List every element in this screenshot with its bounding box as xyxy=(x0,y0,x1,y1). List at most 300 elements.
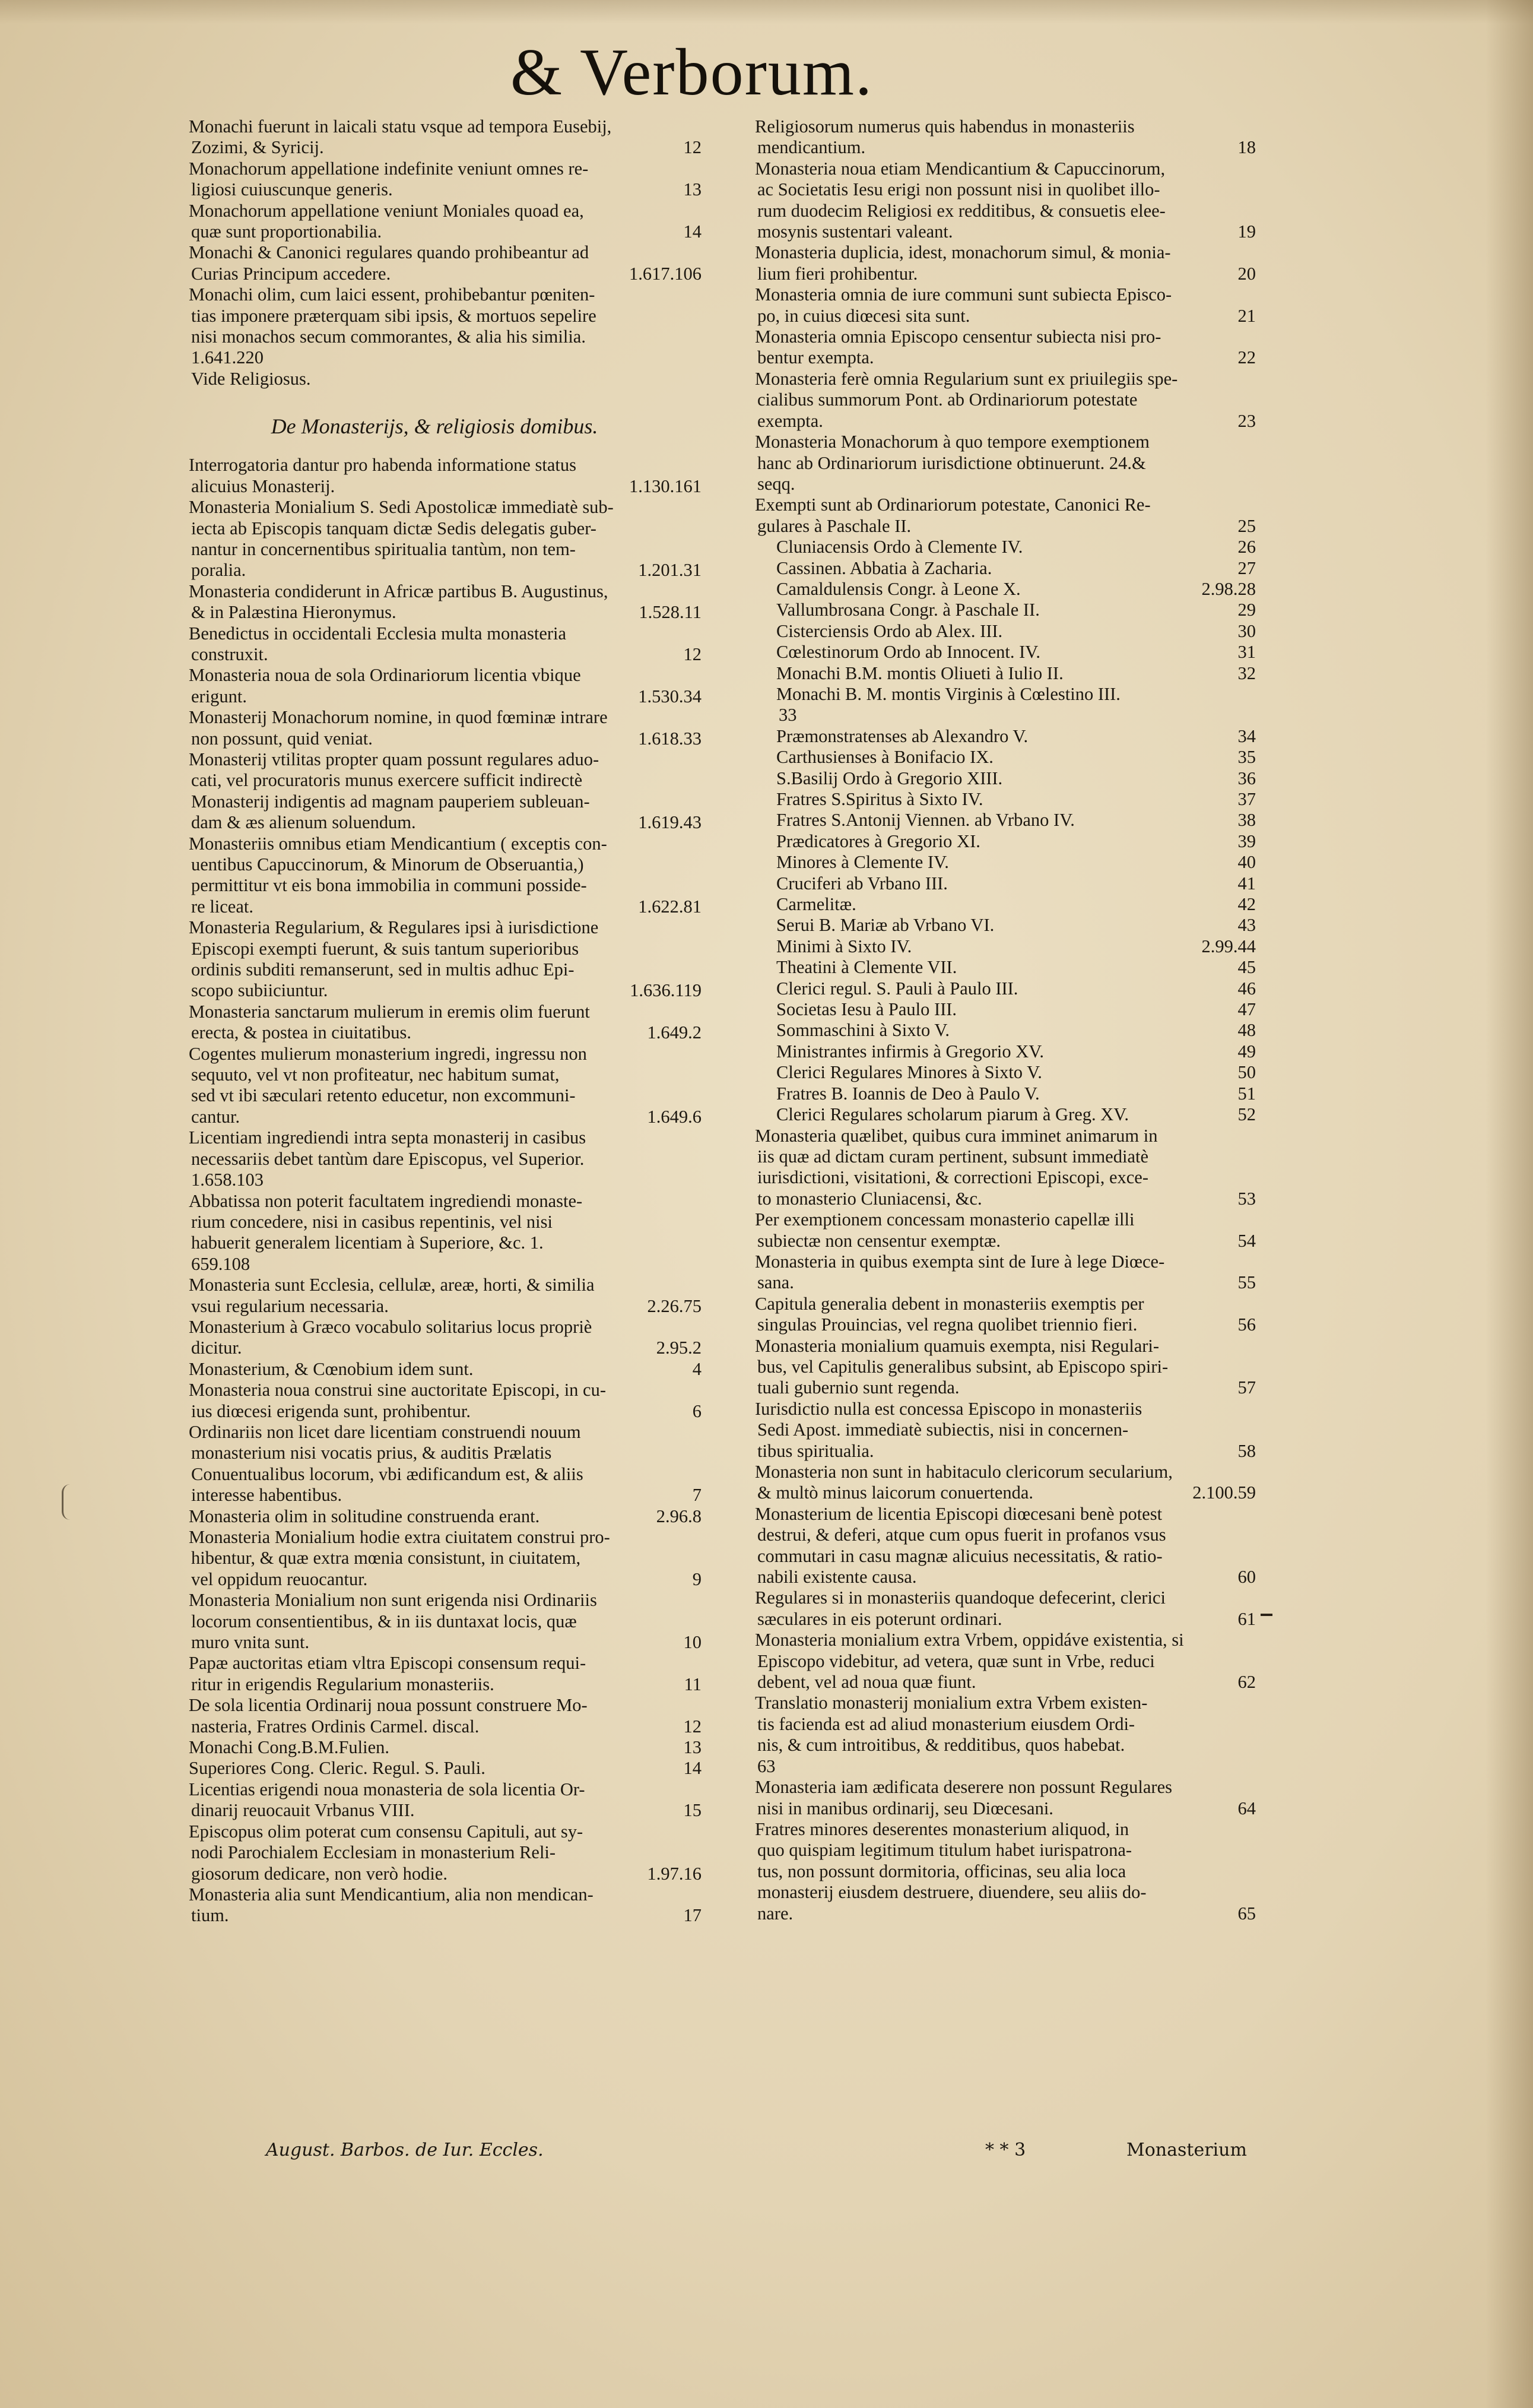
entry-line xyxy=(167,159,702,179)
index-entry xyxy=(734,873,1256,894)
entry-line xyxy=(734,768,1256,789)
entry-line xyxy=(167,1864,702,1884)
page-reference: 12 xyxy=(683,1716,702,1737)
entry-line xyxy=(167,623,702,644)
page-reference: 21 xyxy=(1237,305,1256,326)
page-reference: 32 xyxy=(1237,663,1256,683)
page-reference: 1.201.31 xyxy=(638,560,702,581)
entry-line xyxy=(734,1714,1256,1735)
entry-text: nis, & cum introitibus, & redditibus, quos habebat. xyxy=(757,1735,1125,1756)
entry-text: quo quispiam legitimum titulum habet iurispatrona- xyxy=(757,1840,1132,1861)
entry-line xyxy=(734,1882,1256,1903)
entry-text: permittitur vt eis bona immobilia in communi possidе- xyxy=(191,875,587,896)
entry-text: commutari in casu magnæ alicuius necessitatis, & ratio- xyxy=(757,1545,1163,1566)
entry-line xyxy=(167,1064,702,1085)
entry-line xyxy=(734,264,1256,284)
entry-line xyxy=(734,684,1256,705)
entry-line xyxy=(167,1737,702,1758)
entry-line xyxy=(734,558,1256,579)
index-entry xyxy=(734,1819,1256,1924)
entry-text: gulares à Paschale II. xyxy=(757,515,912,536)
entry-line xyxy=(734,1903,1256,1924)
entry-line xyxy=(734,516,1256,537)
entry-text: Monasterij Monachorum nomine, in quod fœminæ intrare xyxy=(189,707,608,728)
entry-text: sana. xyxy=(757,1272,794,1293)
page-reference: 30 xyxy=(1237,620,1256,641)
entry-line xyxy=(167,980,702,1001)
entry-line xyxy=(734,1083,1256,1104)
entry-text: cantur. xyxy=(191,1106,240,1127)
entry-text: Translatio monasterij monialium extra Vrbem existen- xyxy=(755,1693,1148,1713)
entry-line xyxy=(734,1840,1256,1861)
entry-line xyxy=(734,369,1256,389)
page-reference: 53 xyxy=(1237,1188,1256,1209)
entry-text: Zozimi, & Syricij. xyxy=(191,137,324,158)
page-reference: 40 xyxy=(1237,852,1256,873)
entry-text: Fratres S.Spiritus à Sixto IV. xyxy=(776,789,983,809)
index-entry xyxy=(734,1336,1256,1399)
entry-line xyxy=(167,1716,702,1737)
entry-text: Religiosorum numerus quis habendus in monasteriis xyxy=(755,116,1135,137)
entry-text: Monachi Cong.B.M.Fulien. xyxy=(189,1737,390,1758)
entry-line xyxy=(167,834,702,854)
entry-text: erigunt. xyxy=(191,686,247,706)
page-reference: 1.636.119 xyxy=(630,980,702,1001)
entry-text: Monachorum appellatione veniunt Moniales quoad ea, xyxy=(189,200,584,221)
index-entry xyxy=(167,1653,702,1695)
entry-text: Cisterciensis Ordo ab Alex. III. xyxy=(776,620,1003,641)
entry-text: Interrogatoria dantur pro habenda informatione status xyxy=(189,455,576,476)
page-reference: 55 xyxy=(1237,1272,1256,1293)
index-entry xyxy=(734,1294,1256,1336)
index-entry xyxy=(734,642,1256,663)
entry-line xyxy=(167,812,702,833)
entry-text: Episcopi exempti fuerunt, & suis tantum superioribus xyxy=(191,938,579,959)
index-entry xyxy=(167,1821,702,1884)
entry-line xyxy=(167,1002,702,1022)
entry-text: Conuentualibus locorum, vbi ædificandum est, & aliis xyxy=(191,1463,583,1484)
entry-text: mendicantium. xyxy=(757,137,866,158)
entry-text: Monasteria Monachorum à quo tempore exemptionem xyxy=(755,432,1150,452)
entry-text: Monasteria sunt Ecclesia, cellulæ, areæ, horti, & similia xyxy=(189,1275,595,1295)
entry-text: scopo subiiciuntur. xyxy=(191,980,328,1001)
entry-line xyxy=(167,1401,702,1422)
entry-line xyxy=(734,1798,1256,1819)
entry-line xyxy=(167,1296,702,1317)
entry-text: Monachorum appellatione indefinite veniunt omnes re- xyxy=(189,158,589,179)
page-reference: 2.100.59 xyxy=(1192,1482,1256,1503)
page-reference: 56 xyxy=(1237,1314,1256,1335)
index-entry xyxy=(734,1020,1256,1041)
entry-line xyxy=(167,1232,702,1253)
entry-line xyxy=(734,1525,1256,1545)
entry-line xyxy=(734,1672,1256,1693)
entry-text: Cassinen. Abbatia à Zacharia. xyxy=(776,557,992,578)
page-reference: 2.96.8 xyxy=(656,1506,702,1526)
entry-text: Clerici Regulares Minores à Sixto V. xyxy=(776,1062,1042,1083)
entry-line xyxy=(734,1462,1256,1482)
page-reference: 1.619.43 xyxy=(638,812,702,833)
section-heading: De Monasterijs, & religiosis domibus. xyxy=(271,414,598,439)
index-entry xyxy=(734,327,1256,369)
entry-line xyxy=(167,1380,702,1401)
entry-text: Abbatissa non poterit facultatem ingrediendi monaste- xyxy=(189,1190,583,1211)
entry-text: iurisdictioni, visitationi, & correctioni Episcopi, exce- xyxy=(757,1167,1148,1188)
entry-line xyxy=(734,747,1256,768)
index-entry xyxy=(734,852,1256,873)
index-entry xyxy=(167,497,702,581)
index-entry xyxy=(167,1002,702,1044)
entry-text: Monasteria omnia de iure communi sunt subiecta Episco- xyxy=(755,284,1172,305)
index-entry xyxy=(734,915,1256,936)
entry-text: De sola licentia Ordinarij noua possunt construere Mo- xyxy=(189,1695,588,1716)
entry-line xyxy=(167,1779,702,1800)
index-entry xyxy=(167,917,702,1002)
entry-line xyxy=(167,1758,702,1779)
entry-text: Minimi à Sixto IV. xyxy=(776,936,912,956)
entry-text: lium fieri prohibentur. xyxy=(757,263,918,284)
page-reference: 22 xyxy=(1237,347,1256,368)
entry-line xyxy=(734,978,1256,999)
entry-line xyxy=(167,728,702,749)
index-column-right xyxy=(734,116,1256,2159)
entry-text: Benedictus in occidentali Ecclesia multa monasteria xyxy=(189,623,567,644)
page-reference: 51 xyxy=(1237,1083,1256,1104)
index-entry xyxy=(734,432,1256,495)
entry-line xyxy=(167,1359,702,1380)
page-reference: 12 xyxy=(683,644,702,664)
entry-line xyxy=(167,939,702,959)
index-entry xyxy=(734,1777,1256,1819)
entry-text: S.Basilij Ordo à Gregorio XIII. xyxy=(776,768,1003,788)
entry-text: ligiosi cuiuscunque generis. xyxy=(191,179,393,200)
index-entry xyxy=(734,1126,1256,1210)
entry-text: dicitur. xyxy=(191,1338,242,1358)
entry-line xyxy=(734,621,1256,642)
entry-line xyxy=(167,306,702,327)
page-reference: 2.98.28 xyxy=(1201,578,1256,599)
entry-line xyxy=(734,1189,1256,1209)
index-entry xyxy=(734,726,1256,747)
index-column-left xyxy=(167,116,702,2159)
entry-text: seqq. xyxy=(757,473,795,494)
entry-text: Vallumbrosana Congr. à Paschale II. xyxy=(776,600,1040,620)
entry-text: 63 xyxy=(757,1756,776,1776)
entry-line xyxy=(734,453,1256,474)
entry-line xyxy=(734,201,1256,221)
entry-line xyxy=(167,1107,702,1127)
entry-line xyxy=(734,1693,1256,1713)
entry-text: Monasteria non sunt in habitaculo clericorum secularium, xyxy=(755,1462,1173,1482)
entry-line xyxy=(734,852,1256,873)
entry-text: Iurisdictio nulla est concessa Episcopo in monasteriis xyxy=(755,1398,1142,1419)
page-reference: 36 xyxy=(1237,768,1256,788)
entry-text: sed vt ibi sæculari retento educetur, non excommuni- xyxy=(191,1085,576,1106)
index-entry xyxy=(734,369,1256,432)
entry-line xyxy=(734,1420,1256,1440)
entry-line xyxy=(167,917,702,938)
entry-line xyxy=(734,726,1256,747)
entry-text: vsui regularium necessaria. xyxy=(191,1295,389,1316)
entry-line xyxy=(167,854,702,875)
entry-line xyxy=(734,705,1256,725)
page-reference: 39 xyxy=(1237,831,1256,851)
entry-text: Regulares si in monasteriis quandoque defecerint, clerici xyxy=(755,1588,1166,1608)
index-entry xyxy=(734,621,1256,642)
entry-line xyxy=(167,896,702,917)
entry-line xyxy=(167,791,702,812)
page-reference: 49 xyxy=(1237,1041,1256,1062)
page-edge-shadow-top xyxy=(0,0,1533,24)
entry-line xyxy=(734,1336,1256,1357)
entry-line xyxy=(167,1548,702,1569)
page-reference: 13 xyxy=(683,1737,702,1758)
entry-line xyxy=(734,831,1256,852)
entry-text: Cœlestinorum Ordo ab Innocent. IV. xyxy=(776,642,1041,663)
entry-text: giosorum dedicare, non verò hodie. xyxy=(191,1863,447,1884)
entry-line xyxy=(734,1399,1256,1420)
entry-text: ritur in erigendis Regularium monasteriis. xyxy=(191,1674,494,1694)
page-reference: 46 xyxy=(1237,978,1256,999)
entry-line xyxy=(167,327,702,347)
entry-text: Monachi B. M. montis Virginis à Cœlestino III. xyxy=(776,683,1121,704)
entry-text: Monasteria ferè omnia Regularium sunt ex priuilegiis spe- xyxy=(755,368,1178,389)
entry-text: tium. xyxy=(191,1905,229,1926)
entry-text: locorum consentientibus, & in iis duntaxat locis, quæ xyxy=(191,1611,577,1631)
entry-line xyxy=(167,201,702,221)
index-entry xyxy=(167,201,702,243)
index-entry xyxy=(734,1209,1256,1251)
entry-text: rium concedere, nisi in casibus repentinis, vel nisi xyxy=(191,1211,553,1232)
entry-text: tus, non possunt dormitoria, officinas, seu alia loca xyxy=(757,1861,1126,1881)
entry-line xyxy=(167,242,702,263)
page-reference: 1.649.2 xyxy=(647,1022,702,1043)
entry-line xyxy=(734,306,1256,327)
entry-line xyxy=(167,749,702,770)
entry-text: Monasteria noua construi sine auctoritate Episcopi, in cu- xyxy=(189,1380,606,1401)
page-reference: 43 xyxy=(1237,915,1256,936)
entry-line xyxy=(734,1062,1256,1083)
entry-line xyxy=(734,1251,1256,1272)
index-entry xyxy=(734,789,1256,810)
entry-text: 1.658.103 xyxy=(191,1170,264,1190)
cross-reference: Vide Religiosus. xyxy=(191,368,311,389)
entry-text: nasteria, Fratres Ordinis Carmel. discal. xyxy=(191,1716,480,1737)
entry-text: cati, vel procuratoris munus exercere sufficit indirectè xyxy=(191,770,583,791)
index-entry xyxy=(734,1693,1256,1777)
entry-text: muro vnita sunt. xyxy=(191,1632,310,1653)
entry-line xyxy=(167,560,702,581)
entry-text: Fratres S.Antonij Viennen. ab Vrbano IV. xyxy=(776,810,1075,831)
index-entry xyxy=(734,684,1256,726)
entry-text: Episcopus olim poterat cum consensu Capituli, aut sy- xyxy=(189,1821,583,1842)
entry-text: nodi Parochialem Ecclesiam in monasterium Reli- xyxy=(191,1842,556,1863)
entry-line xyxy=(734,1146,1256,1167)
entry-text: Societas Iesu à Paulo III. xyxy=(776,999,957,1020)
entry-text: 33 xyxy=(779,705,797,725)
entry-line xyxy=(734,1546,1256,1567)
entry-text: nisi monachos secum commorantes, & alia his similia. xyxy=(191,327,586,347)
entry-text: erecta, & postea in ciuitatibus. xyxy=(191,1022,411,1043)
entry-line xyxy=(167,455,702,476)
entry-text: tibus spiritualia. xyxy=(757,1440,874,1461)
entry-text: po, in cuius diœcesi sita sunt. xyxy=(757,305,970,326)
entry-text: Monasteriis omnibus etiam Mendicantium ( exceptis con- xyxy=(189,833,607,854)
page-edge-shadow-right xyxy=(1486,0,1533,2408)
entry-line xyxy=(734,999,1256,1020)
entry-text: Monasterium de licentia Episcopi diœcesani benè potest xyxy=(755,1503,1163,1524)
page-reference: 11 xyxy=(684,1674,702,1694)
entry-text: tias imponere præterquam sibi ipsis, & mortuos sepelire xyxy=(191,305,596,326)
index-entry xyxy=(734,579,1256,600)
index-entry xyxy=(734,558,1256,579)
entry-line xyxy=(734,1209,1256,1230)
entry-line xyxy=(167,1695,702,1716)
page-reference: 1.97.16 xyxy=(647,1863,702,1884)
page-reference: 19 xyxy=(1237,221,1256,242)
page-reference: 13 xyxy=(683,179,702,200)
index-entry xyxy=(734,495,1256,537)
entry-text: Papæ auctoritas etiam vltra Episcopi consensum requi- xyxy=(189,1653,586,1674)
entry-line xyxy=(734,1567,1256,1588)
entry-text: Licentiam ingrediendi intra septa monasterij in casibus xyxy=(189,1127,586,1148)
entry-line xyxy=(734,1504,1256,1525)
index-entry xyxy=(167,581,702,623)
page-reference: 1.622.81 xyxy=(638,896,702,917)
entry-text: Monasteria alia sunt Mendicantium, alia non mendican- xyxy=(189,1884,593,1905)
entry-text: mosynis sustentari valeant. xyxy=(757,221,953,242)
index-entry xyxy=(167,1737,702,1758)
entry-text: 659.108 xyxy=(191,1253,250,1274)
index-entry xyxy=(167,1506,702,1527)
entry-line xyxy=(734,159,1256,179)
entry-line xyxy=(167,1317,702,1338)
page-reference: 18 xyxy=(1237,137,1256,158)
entry-line xyxy=(167,1338,702,1358)
entry-line xyxy=(734,1357,1256,1377)
entry-line xyxy=(167,284,702,305)
entry-text: Præmonstratenses ab Alexandro V. xyxy=(776,725,1029,746)
entry-line xyxy=(734,347,1256,368)
entry-line xyxy=(167,1905,702,1926)
entry-line xyxy=(734,1482,1256,1503)
entry-text: cialibus summorum Pont. ab Ordinariorum potestate xyxy=(757,389,1138,410)
entry-line xyxy=(734,495,1256,515)
index-entry xyxy=(734,1504,1256,1588)
index-entry xyxy=(167,1380,702,1422)
entry-line xyxy=(734,789,1256,810)
index-entry xyxy=(734,284,1256,327)
entry-text: Fratres B. Ioannis de Deo à Paulo V. xyxy=(776,1083,1040,1104)
entry-text: tis facienda est ad aliud monasterium eiusdem Ordi- xyxy=(757,1713,1135,1734)
entry-line xyxy=(167,539,702,560)
index-entry xyxy=(167,1422,702,1506)
page-reference: 2.26.75 xyxy=(647,1295,702,1316)
entry-text: destrui, & deferi, atque cum opus fuerit in profanos vsus xyxy=(757,1525,1166,1545)
entry-text: Exempti sunt ab Ordinariorum potestate, Canonici Re- xyxy=(755,495,1151,515)
page-reference: 60 xyxy=(1237,1567,1256,1588)
entry-text: Episcopo videbitur, ad vetera, quæ sunt in Vrbe, reduci xyxy=(757,1650,1155,1671)
page-reference: 25 xyxy=(1237,515,1256,536)
page-reference: 1.530.34 xyxy=(638,686,702,706)
margin-dash-mark xyxy=(1261,1614,1272,1616)
entry-text: bus, vel Capitulis generalibus subsint, ab Episcopo spiri- xyxy=(757,1356,1169,1377)
entry-text: Clerici Regulares scholarum piarum à Greg. XV. xyxy=(776,1104,1129,1125)
entry-line xyxy=(734,663,1256,684)
entry-text: Monasterium à Græco vocabulo solitarius locus propriè xyxy=(189,1316,592,1337)
entry-text: iecta ab Episcopis tanquam dictæ Sedis delegatis guber- xyxy=(191,518,596,538)
index-entry xyxy=(167,455,702,497)
entry-line xyxy=(167,347,702,368)
index-entry xyxy=(167,1359,702,1380)
entry-line xyxy=(167,1632,702,1653)
entry-line xyxy=(167,1170,702,1190)
page-reference: 27 xyxy=(1237,557,1256,578)
entry-text: Sedi Apost. immediatè subiectis, nisi in concernen- xyxy=(757,1420,1129,1440)
entry-line xyxy=(734,1651,1256,1672)
entry-line xyxy=(734,894,1256,915)
entry-line xyxy=(734,284,1256,305)
entry-line xyxy=(734,1777,1256,1798)
index-entry xyxy=(167,707,702,749)
entry-text: rum duodecim Religiosi ex redditibus, & consuetis elee- xyxy=(757,200,1166,221)
page-reference: 29 xyxy=(1237,600,1256,620)
entry-line xyxy=(734,1294,1256,1314)
entry-line xyxy=(734,810,1256,831)
index-entry xyxy=(734,957,1256,978)
page-reference: 38 xyxy=(1237,810,1256,831)
page-reference: 15 xyxy=(683,1800,702,1821)
entry-line xyxy=(734,915,1256,936)
entry-line xyxy=(734,1041,1256,1062)
entry-text: ius diœcesi erigenda sunt, prohibentur. xyxy=(191,1401,471,1421)
entry-text: Fratres minores deserentes monasterium aliquod, in xyxy=(755,1818,1129,1839)
entry-text: ordinis subditi remanserunt, sed in multis adhuc Epi- xyxy=(191,959,575,980)
entry-text: Monachi olim, cum laici essent, prohibebantur pœniten- xyxy=(189,284,595,305)
index-entry xyxy=(167,623,702,666)
entry-line xyxy=(167,1149,702,1170)
entry-text: Sommaschini à Sixto V. xyxy=(776,1020,950,1041)
entry-text: Cruciferi ab Vrbano III. xyxy=(776,873,948,894)
page-reference: 50 xyxy=(1237,1062,1256,1083)
entry-text: interesse habentibus. xyxy=(191,1485,342,1506)
entry-line xyxy=(167,665,702,686)
page-reference: 1.618.33 xyxy=(638,728,702,749)
entry-line xyxy=(167,476,702,497)
page-reference: 47 xyxy=(1237,999,1256,1020)
entry-text: Clerici regul. S. Pauli à Paulo III. xyxy=(776,978,1018,999)
signature-mark: * * 3 xyxy=(985,2140,1026,2160)
page-reference: 31 xyxy=(1237,642,1256,663)
entry-text: Carmelitæ. xyxy=(776,894,856,915)
index-entry xyxy=(167,284,702,369)
entry-text: necessariis debet tantùm dare Episcopus, vel Superior. xyxy=(191,1148,585,1169)
entry-text: 1.641.220 xyxy=(191,347,264,368)
index-entry xyxy=(734,600,1256,620)
entry-text: to monasterio Cluniacensi, &c. xyxy=(757,1188,982,1209)
entry-line xyxy=(167,518,702,539)
entry-text: exempta. xyxy=(757,410,823,431)
entry-line xyxy=(167,686,702,707)
entry-text: sæculares in eis poterunt ordinari. xyxy=(757,1608,1002,1629)
entry-text: poralia. xyxy=(191,560,246,581)
entry-text: debent, vel ad noua quæ fiunt. xyxy=(757,1672,976,1693)
entry-line xyxy=(734,1588,1256,1608)
entry-line xyxy=(167,1611,702,1632)
entry-line xyxy=(734,432,1256,452)
running-head: & Verborum. xyxy=(510,36,873,109)
index-entry xyxy=(734,159,1256,243)
